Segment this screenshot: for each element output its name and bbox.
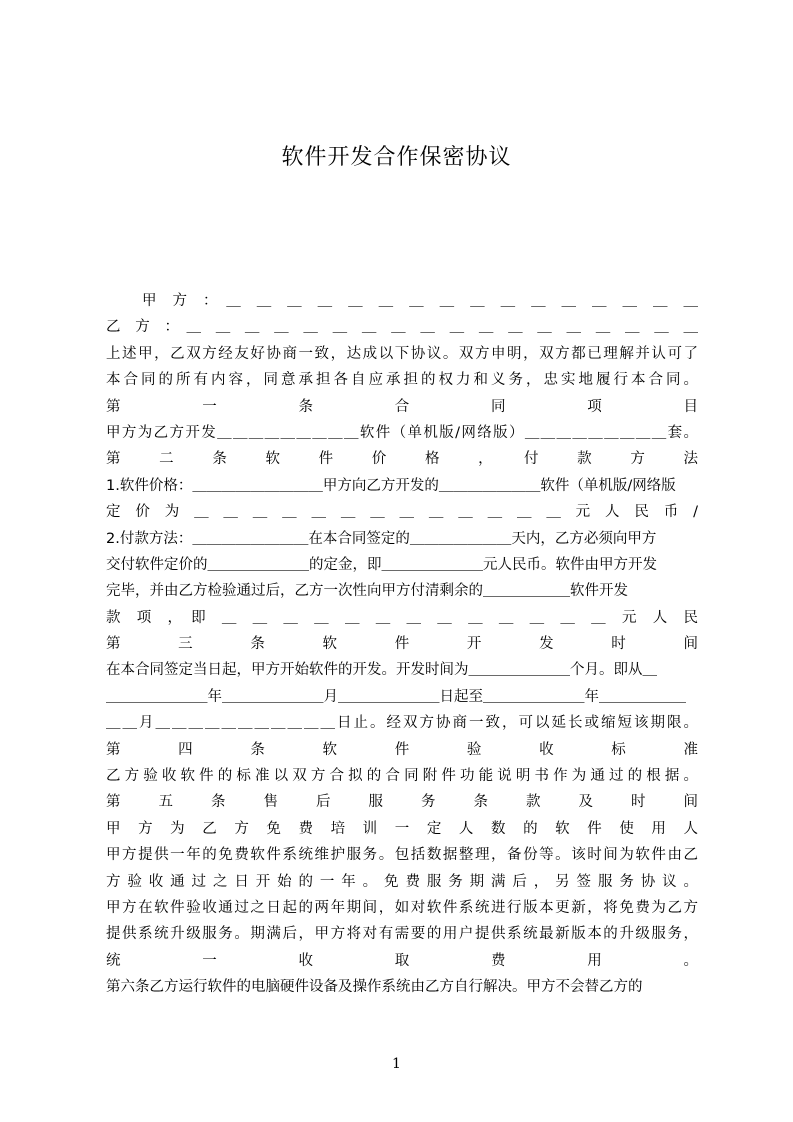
body-line: 1.软件价格：＿＿＿＿＿＿＿＿＿甲方向乙方开发的＿＿＿＿＿＿＿软件（单机版/网络版	[106, 477, 676, 494]
body-line: 款 项 ， 即 ＿ ＿ ＿ ＿ ＿ ＿ ＿ ＿ ＿ ＿ ＿ ＿ ＿ 元 人 民	[106, 609, 698, 626]
body-line: 完毕，并由乙方检验通过后，乙方一次性向甲方付清剩余的＿＿＿＿＿＿软件开发	[106, 583, 628, 600]
body-line: 统 一 收 取 费 用 。	[106, 952, 698, 969]
body-line: 甲方在软件验收通过之日起的两年期间，如对软件系统进行版本更新，将免费为乙方	[106, 899, 698, 916]
body-line: 乙 方 ： ＿ ＿ ＿ ＿ ＿ ＿ ＿ ＿ ＿ ＿ ＿ ＿ ＿ ＿ ＿ ＿ ＿ ＿	[106, 319, 698, 336]
body-line: 第 一 条 合 同 项 目	[106, 398, 698, 415]
body-line: ＿＿月＿＿＿＿＿＿＿＿＿＿＿日止。经双方协商一致，可以延长或缩短该期限。	[106, 715, 698, 732]
body-line: 2.付款方法：＿＿＿＿＿＿＿＿在本合同签定的＿＿＿＿＿＿＿天内，乙方必须向甲方	[106, 530, 657, 547]
body-line: 甲方为乙方开发＿＿＿＿＿＿＿＿＿软件（单机版/网络版）＿＿＿＿＿＿＿＿＿套。	[106, 424, 698, 441]
body-line: 甲 方 为 乙 方 免 费 培 训 一 定 人 数 的 软 件 使 用 人	[106, 820, 698, 837]
body-line: 第 三 条 软 件 开 发 时 间	[106, 636, 698, 653]
body-line: 提供系统升级服务。期满后，甲方将对有需要的用户提供系统最新版本的升级服务，	[106, 926, 698, 943]
body-line: 上述甲，乙双方经友好协商一致，达成以下协议。双方申明，双方都已理解并认可了	[106, 345, 698, 362]
body-line: 第六条乙方运行软件的电脑硬件设备及操作系统由乙方自行解决。甲方不会替乙方的	[106, 979, 643, 996]
body-line: 第 五 条 售 后 服 务 条 款 及 时 间	[106, 794, 698, 811]
body-line: 本合同的所有内容，同意承担各自应承担的权力和义务，忠实地履行本合同。	[106, 372, 698, 389]
body-line: 第 二 条 软 件 价 格 ， 付 款 方 法	[106, 451, 698, 468]
body-line: 在本合同签定当日起，甲方开始软件的开发。开发时间为＿＿＿＿＿＿＿个月。即从＿	[106, 662, 657, 679]
body-line: 乙方验收软件的标准以双方合拟的合同附件功能说明书作为通过的根据。	[106, 768, 698, 785]
body-line: 定 价 为 ＿ ＿ ＿ ＿ ＿ ＿ ＿ ＿ ＿ ＿ ＿ ＿ ＿ 元 人 民 币 /	[106, 504, 698, 521]
page-number: 1	[392, 1056, 401, 1072]
document-body	[106, 288, 698, 1001]
body-line: 方验收通过之日开始的一年。免费服务期满后，另签服务协议。	[106, 873, 698, 890]
body-line: 甲 方 ： ＿ ＿ ＿ ＿ ＿ ＿ ＿ ＿ ＿ ＿ ＿ ＿ ＿ ＿ ＿ ＿	[142, 293, 698, 309]
body-line: 交付软件定价的＿＿＿＿＿＿＿的定金，即＿＿＿＿＿＿＿元人民币。软件由甲方开发	[106, 556, 657, 573]
body-line: ＿＿＿＿＿＿＿年＿＿＿＿＿＿＿月＿＿＿＿＿＿＿日起至＿＿＿＿＿＿＿年＿＿＿＿＿＿	[106, 688, 686, 705]
body-line: 甲方提供一年的免费软件系统维护服务。包括数据整理，备份等。该时间为软件由乙	[106, 847, 698, 864]
document-title: 软件开发合作保密协议	[281, 145, 512, 170]
body-line: 第 四 条 软 件 验 收 标 准	[106, 741, 698, 758]
